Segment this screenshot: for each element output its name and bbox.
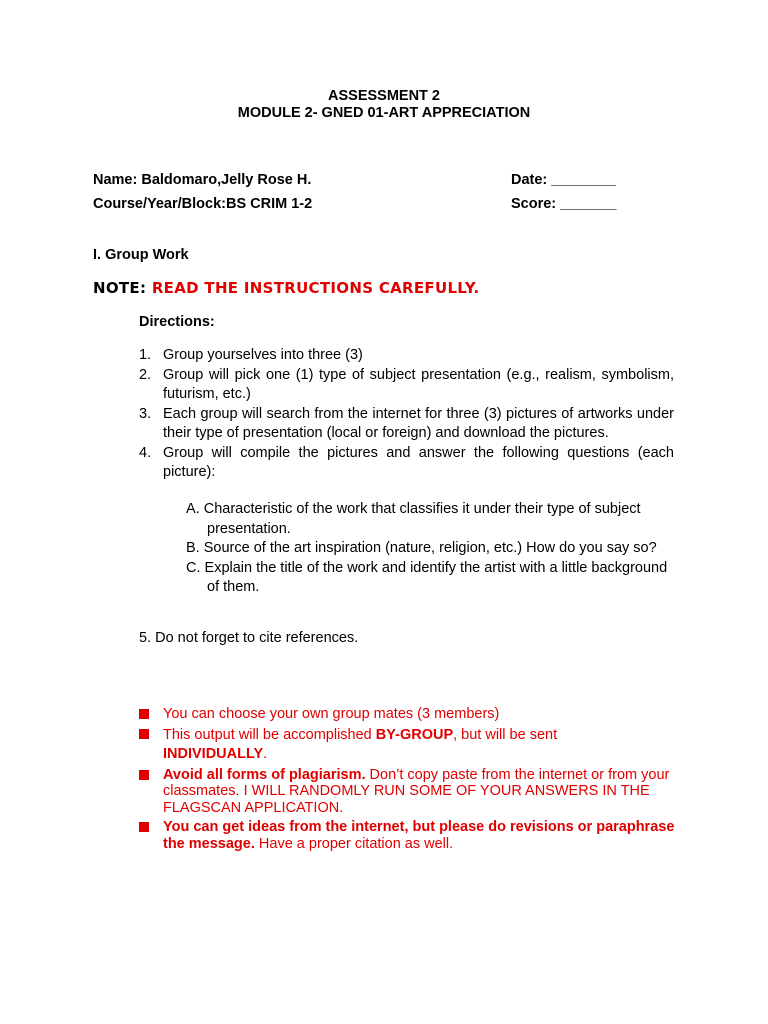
- section-heading: I. Group Work: [93, 247, 189, 263]
- date-field: Date: ________: [511, 172, 616, 188]
- sub-questions-list: [186, 500, 676, 598]
- document-title: ASSESSMENT 2: [328, 88, 440, 104]
- rule-item: Avoid all forms of plagiarism. Don’t copy paste from the internet or from your classmates. I WILL RANDOMLY RUN SOME OF YOUR ANSWERS IN THE FLAGSCAN APPLICATION.: [139, 767, 679, 817]
- list-item: 4. Group will compile the pictures and answer the following questions (each picture):: [139, 444, 674, 480]
- list-item: 3. Each group will search from the internet for three (3) pictures of artworks under their type of presentation (local or foreign) and download the pictures.: [139, 405, 674, 441]
- list-item-5: 5. Do not forget to cite references.: [139, 630, 359, 646]
- directions-list: [139, 346, 674, 483]
- list-item: 1. Group yourselves into three (3): [139, 347, 363, 363]
- note-text: READ THE INSTRUCTIONS CAREFULLY.: [151, 279, 480, 297]
- square-bullet-icon: [139, 822, 149, 832]
- square-bullet-icon: [139, 709, 149, 719]
- rules-list: [139, 706, 679, 855]
- score-field: Score: _______: [511, 196, 617, 212]
- rule-item: You can get ideas from the internet, but please do revisions or paraphrase the message. Have a proper citation as well.: [139, 819, 679, 852]
- sub-question: C. Explain the title of the work and identify the artist with a little background of them.: [186, 559, 668, 595]
- sub-question: A. Characteristic of the work that classifies it under their type of subject presentation.: [186, 501, 641, 537]
- square-bullet-icon: [139, 770, 149, 780]
- sub-question: B. Source of the art inspiration (nature, religion, etc.) How do you say so?: [186, 540, 657, 556]
- list-item: 2. Group will pick one (1) type of subject presentation (e.g., realism, symbolism, futurism, etc.): [139, 366, 674, 402]
- square-bullet-icon: [139, 729, 149, 739]
- rule-item: This output will be accomplished BY-GROUP, but will be sent INDIVIDUALLY.: [139, 726, 679, 764]
- rule-item: You can choose your own group mates (3 members): [139, 706, 679, 723]
- document-subtitle: MODULE 2- GNED 01-ART APPRECIATION: [237, 105, 531, 121]
- name-field: Name: Baldomaro,Jelly Rose H.: [93, 172, 312, 188]
- course-field: Course/Year/Block:BS CRIM 1-2: [93, 196, 313, 212]
- directions-heading: Directions:: [139, 314, 215, 330]
- note-line: [93, 279, 480, 297]
- note-label: NOTE:: [93, 279, 147, 297]
